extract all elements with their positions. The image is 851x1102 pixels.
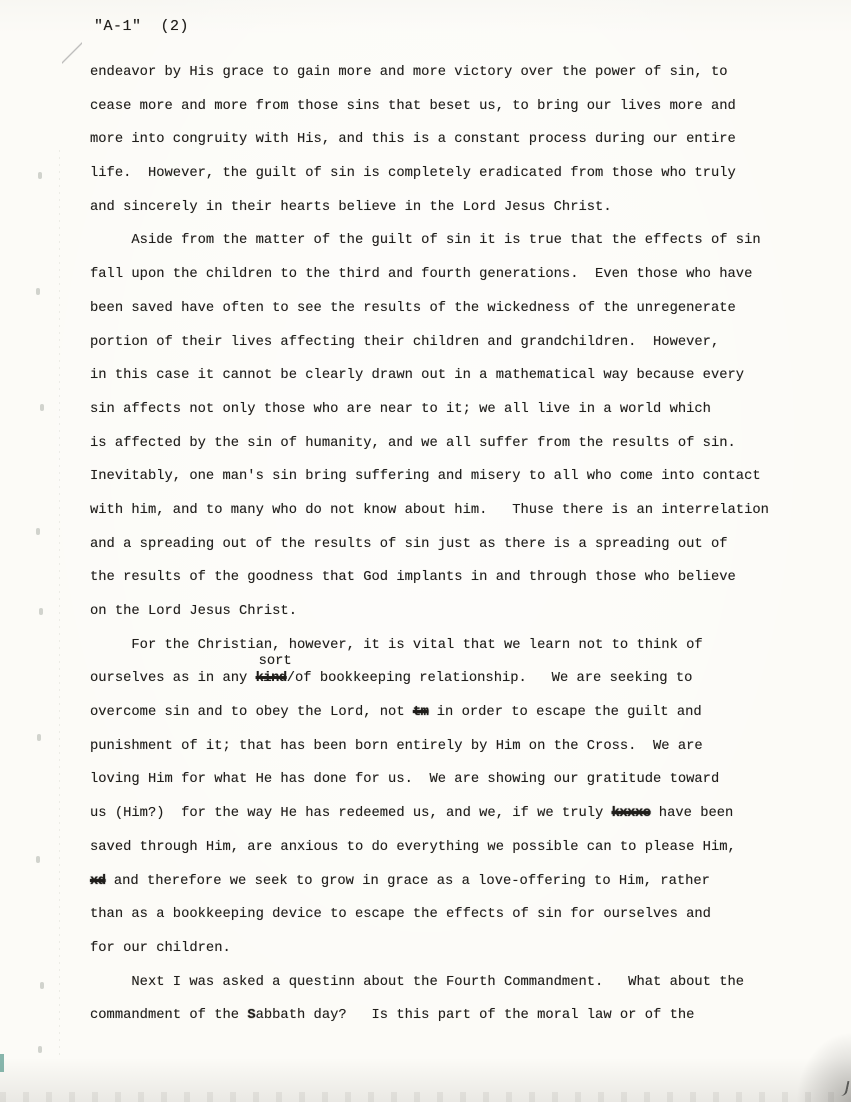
text-segment: sin affects not only those who are near to it; we all live in a world which: [90, 401, 711, 417]
text-segment: punishment of it; that has been born entirely by Him on the Cross. We are: [90, 738, 703, 754]
typed-line: [90, 763, 810, 797]
text-segment: for our children.: [90, 940, 231, 956]
struck-word: kind sort: [255, 653, 292, 687]
struck-word: kxxxe: [611, 806, 651, 822]
typed-line: [90, 359, 810, 393]
typed-line: [90, 653, 810, 696]
typed-line: [90, 191, 810, 225]
typed-line: [90, 966, 810, 1000]
text-segment: ourselves as in any: [90, 671, 256, 687]
text-segment: been saved have often to see the results of the wickedness of the unregenerate: [90, 300, 736, 316]
typed-line: [90, 123, 810, 157]
text-segment: overcome sin and to obey the Lord, not: [90, 705, 413, 721]
text-segment: is affected by the sin of humanity, and we all suffer from the results of sin.: [90, 435, 736, 451]
text-segment: more into congruity with His, and this is a constant process during our entire: [90, 132, 736, 148]
text-segment: with him, and to many who do not know about him. Thuse there is an interrelation: [90, 502, 769, 518]
scan-speck: [39, 608, 43, 615]
typed-line: [90, 393, 810, 427]
typed-line: [90, 494, 810, 528]
typed-line: [90, 831, 810, 865]
scan-corner-mark: [836, 1079, 849, 1097]
text-segment: portion of their lives affecting their children and grandchildren. However,: [90, 334, 720, 350]
typed-line: [90, 797, 810, 831]
text-segment: abbath day? Is this part of the moral law or of the: [255, 1008, 695, 1024]
typed-line: [90, 427, 810, 461]
typed-line: [90, 595, 810, 629]
typed-line: [90, 898, 810, 932]
page-header: "A-1" (2): [94, 18, 190, 35]
struck-word: xd: [90, 873, 106, 889]
typed-line: [90, 561, 810, 595]
text-segment: and therefore we seek to grow in grace as a love-offering to Him, rather: [105, 873, 710, 889]
scan-margin-line: [59, 150, 60, 1060]
scan-speck: [40, 404, 44, 411]
typed-line: [90, 258, 810, 292]
scan-bottom-noise: [0, 1092, 851, 1102]
text-segment: cease more and more from those sins that beset us, to bring our lives more and: [90, 98, 736, 114]
scan-speck: [36, 856, 40, 863]
typed-line: [90, 90, 810, 124]
overstruck-letter: S: [247, 1008, 256, 1024]
text-segment: endeavor by His grace to gain more and more victory over the power of sin, to: [90, 65, 728, 80]
text-segment: /of bookkeeping relationship. We are seeking to: [286, 671, 693, 687]
typed-line: [90, 326, 810, 360]
text-segment: saved through Him, are anxious to do everything we possible can to please Him,: [90, 839, 736, 855]
typed-line: [90, 157, 810, 191]
typed-lines: [90, 56, 810, 1033]
text-segment: commandment of the: [90, 1008, 248, 1024]
struck-word: tm: [412, 705, 429, 721]
scan-speck: [36, 528, 40, 535]
scan-speck: [36, 288, 40, 295]
text-segment: Next I was asked a questinn about the Fourth Commandment. What about the: [90, 974, 745, 990]
pencil-mark: [62, 42, 82, 64]
typed-line: [90, 932, 810, 966]
scan-speck: [40, 982, 44, 989]
text-segment: Inevitably, one man's sin bring suffering and misery to all who come into contact: [90, 469, 761, 485]
typed-line: [90, 730, 810, 764]
text-segment: the results of the goodness that God implants in and through those who believe: [90, 570, 736, 586]
typed-line: [90, 696, 810, 730]
text-segment: loving Him for what He has done for us. We are showing our gratitude toward: [90, 772, 720, 788]
typed-line: [90, 629, 810, 663]
text-segment: and sincerely in their hearts believe in the Lord Jesus Christ.: [90, 199, 612, 215]
text-segment: life. However, the guilt of sin is completely eradicated from those who truly: [90, 166, 736, 182]
text-segment: fall upon the children to the third and fourth generations. Even those who have: [90, 267, 753, 283]
text-segment: Aside from the matter of the guilt of sin it is true that the effects of sin: [90, 233, 761, 249]
typed-line: [90, 460, 810, 494]
text-segment: in this case it cannot be clearly drawn out in a mathematical way because every: [90, 368, 745, 384]
typed-line: [90, 865, 810, 899]
text-segment: have been: [650, 806, 734, 822]
text-segment: and a spreading out of the results of sin just as there is a spreading out of: [90, 536, 728, 552]
typed-line: [90, 292, 810, 326]
typed-line: [90, 224, 810, 258]
text-segment: in order to escape the guilt and: [428, 705, 702, 721]
text-segment: us (Him?) for the way He has redeemed us, and we, if we truly: [90, 806, 612, 822]
text-segment: than as a bookkeeping device to escape the effects of sin for ourselves and: [90, 907, 711, 923]
inserted-word: sort: [258, 653, 292, 669]
scan-corner-blob: [796, 1032, 851, 1102]
typed-line: [90, 999, 810, 1033]
scan-speck: [38, 172, 42, 179]
scan-speck: [38, 1046, 42, 1053]
text-segment: on the Lord Jesus Christ.: [90, 604, 297, 619]
scan-teal-mark: [0, 1054, 4, 1072]
typed-line: [90, 56, 810, 90]
scan-speck: [37, 734, 41, 741]
typed-line: [90, 528, 810, 562]
text-segment: For the Christian, however, it is vital that we learn not to think of: [90, 637, 703, 653]
